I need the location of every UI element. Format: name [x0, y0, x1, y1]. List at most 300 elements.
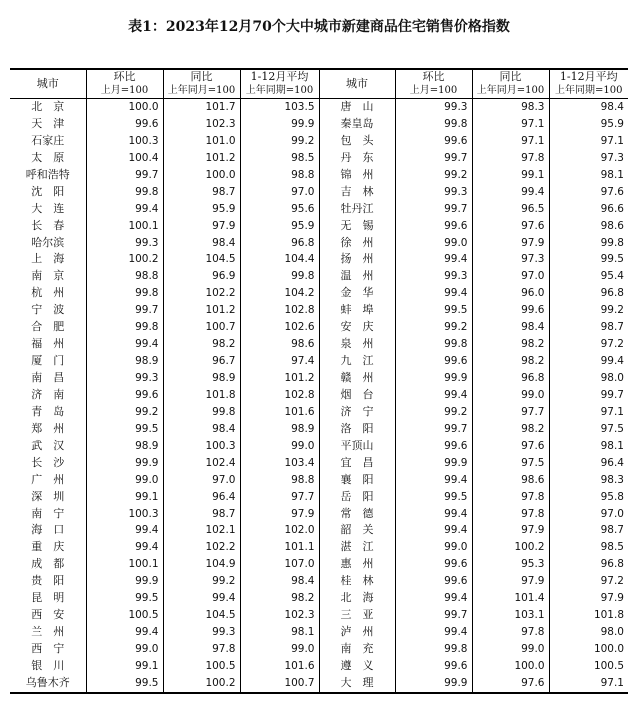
header-avg-base-left: 上年同期=100 [240, 84, 319, 99]
mom-value-left: 99.4 [86, 201, 163, 218]
mom-value-left: 100.4 [86, 150, 163, 167]
city-name-left: 南 宁 [31, 506, 65, 520]
city-name-right: 常 德 [319, 506, 395, 523]
yoy-value-left: 99.8 [163, 404, 240, 421]
yoy-value-right: 96.5 [472, 201, 549, 218]
mom-value-left: 98.9 [86, 353, 163, 370]
city-name-left: 深 圳 [31, 489, 65, 503]
avg-value-left: 99.0 [240, 438, 319, 455]
city-name-right: 吉 林 [319, 184, 395, 201]
yoy-value-left: 98.4 [163, 235, 240, 252]
table-row [10, 268, 628, 285]
city-name-right: 南 充 [319, 641, 395, 658]
avg-value-left: 107.0 [240, 556, 319, 573]
city-name-left: 青 岛 [31, 404, 65, 418]
mom-value-right: 99.3 [395, 268, 472, 285]
avg-value-left: 98.9 [240, 421, 319, 438]
avg-value-left: 99.9 [240, 116, 319, 133]
page-title: 表1：2023年12月70个大中城市新建商品住宅销售价格指数 [128, 19, 510, 35]
avg-value-right: 97.3 [549, 150, 628, 167]
city-name-left: 兰 州 [31, 625, 65, 639]
yoy-value-left: 104.9 [163, 556, 240, 573]
city-name-right: 金 华 [319, 285, 395, 302]
header-mom-right: 环比 [395, 69, 472, 84]
city-name-right: 襄 阳 [319, 472, 395, 489]
avg-value-left: 95.6 [240, 201, 319, 218]
mom-value-left: 99.9 [86, 573, 163, 590]
table-header [10, 69, 628, 99]
yoy-value-right: 97.8 [472, 489, 549, 506]
city-name-left: 武 汉 [31, 438, 65, 452]
table-row [10, 573, 628, 590]
yoy-value-right: 99.1 [472, 167, 549, 184]
yoy-value-right: 98.6 [472, 472, 549, 489]
mom-value-left: 99.2 [86, 404, 163, 421]
avg-value-right: 96.8 [549, 556, 628, 573]
avg-value-left: 102.0 [240, 522, 319, 539]
mom-value-right: 99.7 [395, 607, 472, 624]
table-row [10, 319, 628, 336]
yoy-value-left: 98.7 [163, 184, 240, 201]
header-mom-base-right: 上月=100 [395, 84, 472, 99]
yoy-value-right: 96.0 [472, 285, 549, 302]
table-row [10, 522, 628, 539]
mom-value-right: 99.4 [395, 624, 472, 641]
city-name-left: 沈 阳 [31, 184, 65, 198]
city-name-right: 韶 关 [319, 522, 395, 539]
yoy-value-left: 96.7 [163, 353, 240, 370]
mom-value-left: 99.6 [86, 387, 163, 404]
city-name-right: 北 海 [319, 590, 395, 607]
mom-value-right: 99.6 [395, 573, 472, 590]
yoy-value-right: 97.8 [472, 624, 549, 641]
yoy-value-left: 96.9 [163, 268, 240, 285]
mom-value-right: 99.9 [395, 370, 472, 387]
yoy-value-left: 102.3 [163, 116, 240, 133]
city-name-left: 长 沙 [31, 455, 65, 469]
table-row [10, 184, 628, 201]
mom-value-right: 99.0 [395, 235, 472, 252]
table-row [10, 336, 628, 353]
yoy-value-left: 100.5 [163, 658, 240, 675]
yoy-value-left: 95.9 [163, 201, 240, 218]
mom-value-left: 99.8 [86, 184, 163, 201]
city-name-left: 福 州 [31, 337, 65, 351]
mom-value-right: 99.4 [395, 285, 472, 302]
yoy-value-left: 101.7 [163, 99, 240, 116]
city-name-right: 安 庆 [319, 319, 395, 336]
avg-value-right: 98.0 [549, 624, 628, 641]
avg-value-right: 97.2 [549, 336, 628, 353]
table-body [10, 99, 628, 693]
mom-value-right: 99.7 [395, 421, 472, 438]
avg-value-right: 95.8 [549, 489, 628, 506]
mom-value-left: 100.1 [86, 218, 163, 235]
yoy-value-right: 98.4 [472, 319, 549, 336]
table-row [10, 641, 628, 658]
mom-value-left: 99.6 [86, 116, 163, 133]
table-row [10, 387, 628, 404]
city-name-left: 天 津 [31, 116, 65, 130]
avg-value-left: 98.8 [240, 167, 319, 184]
yoy-value-right: 99.0 [472, 387, 549, 404]
header-city-left: 城市 [10, 69, 86, 99]
avg-value-left: 98.5 [240, 150, 319, 167]
table-row [10, 167, 628, 184]
city-name-right: 洛 阳 [319, 421, 395, 438]
city-name-left: 郑 州 [31, 421, 65, 435]
mom-value-right: 99.3 [395, 184, 472, 201]
avg-value-right: 95.9 [549, 116, 628, 133]
city-name-left: 昆 明 [31, 591, 65, 605]
avg-value-right: 97.5 [549, 421, 628, 438]
avg-value-left: 97.7 [240, 489, 319, 506]
mom-value-left: 99.5 [86, 675, 163, 693]
avg-value-left: 97.0 [240, 184, 319, 201]
avg-value-right: 96.4 [549, 455, 628, 472]
avg-value-right: 101.8 [549, 607, 628, 624]
avg-value-left: 98.4 [240, 573, 319, 590]
avg-value-left: 99.2 [240, 133, 319, 150]
avg-value-right: 99.5 [549, 251, 628, 268]
mom-value-right: 99.4 [395, 522, 472, 539]
mom-value-left: 100.2 [86, 251, 163, 268]
city-name-left: 石家庄 [31, 133, 65, 147]
avg-value-right: 97.1 [549, 404, 628, 421]
table-row [10, 675, 628, 693]
avg-value-right: 98.5 [549, 539, 628, 556]
city-name-right: 扬 州 [319, 251, 395, 268]
city-name-left: 重 庆 [31, 540, 65, 554]
yoy-value-right: 97.3 [472, 251, 549, 268]
city-name-right: 湛 江 [319, 539, 395, 556]
city-name-right: 泉 州 [319, 336, 395, 353]
table-row [10, 116, 628, 133]
yoy-value-right: 97.8 [472, 506, 549, 523]
city-name-right: 温 州 [319, 268, 395, 285]
yoy-value-right: 97.0 [472, 268, 549, 285]
mom-value-right: 99.6 [395, 556, 472, 573]
avg-value-right: 99.4 [549, 353, 628, 370]
yoy-value-right: 97.9 [472, 522, 549, 539]
mom-value-right: 99.7 [395, 150, 472, 167]
avg-value-left: 98.6 [240, 336, 319, 353]
header-mom-base-left: 上月=100 [86, 84, 163, 99]
yoy-value-right: 97.7 [472, 404, 549, 421]
header-mom-left: 环比 [86, 69, 163, 84]
city-name-right: 宜 昌 [319, 455, 395, 472]
avg-value-right: 98.4 [549, 99, 628, 116]
city-name-left: 合 肥 [31, 320, 65, 334]
mom-value-left: 99.9 [86, 455, 163, 472]
mom-value-right: 99.8 [395, 641, 472, 658]
table-row [10, 438, 628, 455]
city-name-right: 丹 东 [319, 150, 395, 167]
avg-value-left: 98.2 [240, 590, 319, 607]
yoy-value-left: 99.4 [163, 590, 240, 607]
city-name-left: 太 原 [31, 150, 65, 164]
yoy-value-left: 98.9 [163, 370, 240, 387]
yoy-value-right: 98.3 [472, 99, 549, 116]
city-name-left: 西 安 [31, 608, 65, 622]
table-row [10, 302, 628, 319]
city-name-left: 南 京 [31, 269, 65, 283]
city-name-left: 西 宁 [31, 642, 65, 655]
mom-value-left: 99.1 [86, 658, 163, 675]
avg-value-right: 97.0 [549, 506, 628, 523]
city-name-left: 济 南 [31, 387, 65, 401]
table-row [10, 235, 628, 252]
avg-value-left: 98.1 [240, 624, 319, 641]
table-row [10, 404, 628, 421]
mom-value-right: 99.2 [395, 404, 472, 421]
yoy-value-right: 97.6 [472, 675, 549, 693]
avg-value-right: 98.6 [549, 218, 628, 235]
mom-value-right: 99.4 [395, 506, 472, 523]
mom-value-right: 99.4 [395, 387, 472, 404]
table-row [10, 455, 628, 472]
city-name-right: 锦 州 [319, 167, 395, 184]
city-name-left: 大 连 [31, 201, 65, 215]
avg-value-left: 95.9 [240, 218, 319, 235]
city-name-right: 牡丹江 [319, 201, 395, 218]
mom-value-left: 99.4 [86, 336, 163, 353]
city-name-left: 成 都 [31, 557, 65, 571]
table-row [10, 370, 628, 387]
table-row [10, 201, 628, 218]
yoy-value-right: 97.6 [472, 218, 549, 235]
mom-value-right: 99.2 [395, 319, 472, 336]
city-name-right: 大 理 [319, 675, 395, 693]
table-row [10, 607, 628, 624]
city-name-right: 桂 林 [319, 573, 395, 590]
avg-value-left: 98.8 [240, 472, 319, 489]
header-avg-left: 1-12月平均 [240, 69, 319, 84]
yoy-value-left: 96.4 [163, 489, 240, 506]
table-row [10, 150, 628, 167]
avg-value-left: 102.3 [240, 607, 319, 624]
mom-value-left: 99.1 [86, 489, 163, 506]
yoy-value-left: 101.2 [163, 302, 240, 319]
yoy-value-right: 97.9 [472, 573, 549, 590]
avg-value-left: 100.7 [240, 675, 319, 693]
mom-value-left: 100.0 [86, 99, 163, 116]
mom-value-left: 99.8 [86, 285, 163, 302]
mom-value-right: 99.2 [395, 167, 472, 184]
city-name-left: 贵 阳 [31, 574, 65, 588]
avg-value-right: 97.2 [549, 573, 628, 590]
yoy-value-left: 97.0 [163, 472, 240, 489]
table-row [10, 624, 628, 641]
mom-value-right: 99.6 [395, 133, 472, 150]
city-name-left: 上 海 [31, 252, 65, 266]
yoy-value-left: 99.3 [163, 624, 240, 641]
table-row [10, 285, 628, 302]
city-name-left: 银 川 [31, 658, 65, 672]
avg-value-left: 97.4 [240, 353, 319, 370]
yoy-value-right: 95.3 [472, 556, 549, 573]
city-name-left: 北 京 [31, 100, 65, 113]
avg-value-right: 97.6 [549, 184, 628, 201]
yoy-value-left: 102.1 [163, 522, 240, 539]
city-name-left: 乌鲁木齐 [10, 675, 86, 693]
yoy-value-right: 100.0 [472, 658, 549, 675]
yoy-value-left: 100.7 [163, 319, 240, 336]
yoy-value-left: 99.2 [163, 573, 240, 590]
mom-value-right: 99.0 [395, 539, 472, 556]
yoy-value-left: 104.5 [163, 251, 240, 268]
avg-value-left: 102.8 [240, 302, 319, 319]
mom-value-left: 100.3 [86, 133, 163, 150]
yoy-value-right: 97.1 [472, 133, 549, 150]
mom-value-left: 99.4 [86, 624, 163, 641]
city-name-right: 秦皇岛 [319, 116, 395, 133]
avg-value-left: 96.8 [240, 235, 319, 252]
avg-value-right: 99.2 [549, 302, 628, 319]
table-row [10, 590, 628, 607]
city-name-left: 宁 波 [31, 303, 65, 317]
mom-value-left: 99.7 [86, 167, 163, 184]
city-name-right: 平顶山 [319, 438, 395, 455]
avg-value-right: 97.1 [549, 675, 628, 693]
avg-value-left: 101.6 [240, 404, 319, 421]
avg-value-right: 98.1 [549, 167, 628, 184]
yoy-value-left: 101.8 [163, 387, 240, 404]
mom-value-left: 99.4 [86, 539, 163, 556]
mom-value-right: 99.4 [395, 251, 472, 268]
mom-value-left: 99.4 [86, 522, 163, 539]
mom-value-left: 99.0 [86, 472, 163, 489]
city-name-right: 徐 州 [319, 235, 395, 252]
yoy-value-right: 97.1 [472, 116, 549, 133]
city-name-left: 海 口 [31, 523, 65, 537]
avg-value-left: 103.4 [240, 455, 319, 472]
city-name-right: 遵 义 [319, 658, 395, 675]
city-name-right: 赣 州 [319, 370, 395, 387]
avg-value-left: 104.4 [240, 251, 319, 268]
avg-value-right: 98.3 [549, 472, 628, 489]
city-name-right: 烟 台 [319, 387, 395, 404]
avg-value-right: 96.8 [549, 285, 628, 302]
city-name-right: 惠 州 [319, 556, 395, 573]
avg-value-left: 101.1 [240, 539, 319, 556]
mom-value-right: 99.7 [395, 201, 472, 218]
yoy-value-right: 98.2 [472, 421, 549, 438]
city-name-left: 广 州 [31, 472, 65, 486]
mom-value-left: 99.5 [86, 590, 163, 607]
mom-value-left: 99.3 [86, 235, 163, 252]
mom-value-left: 99.7 [86, 302, 163, 319]
table-row [10, 218, 628, 235]
table-row [10, 472, 628, 489]
city-name-right: 无 锡 [319, 218, 395, 235]
yoy-value-right: 97.6 [472, 438, 549, 455]
avg-value-right: 96.6 [549, 201, 628, 218]
table-row [10, 556, 628, 573]
table-row [10, 658, 628, 675]
avg-value-right: 98.1 [549, 438, 628, 455]
yoy-value-left: 101.0 [163, 133, 240, 150]
table-row [10, 251, 628, 268]
city-name-right: 九 江 [319, 353, 395, 370]
avg-value-left: 99.0 [240, 641, 319, 658]
mom-value-right: 99.4 [395, 472, 472, 489]
yoy-value-right: 97.8 [472, 150, 549, 167]
avg-value-right: 97.1 [549, 133, 628, 150]
mom-value-left: 100.5 [86, 607, 163, 624]
table-row [10, 421, 628, 438]
city-name-left: 呼和浩特 [25, 167, 70, 181]
mom-value-right: 99.6 [395, 658, 472, 675]
city-name-right: 济 宁 [319, 404, 395, 421]
yoy-value-left: 102.2 [163, 539, 240, 556]
avg-value-left: 102.6 [240, 319, 319, 336]
header-city-right: 城市 [319, 69, 395, 99]
mom-value-right: 99.8 [395, 336, 472, 353]
mom-value-right: 99.3 [395, 99, 472, 116]
yoy-value-left: 98.7 [163, 506, 240, 523]
city-name-left: 南 昌 [31, 371, 65, 384]
yoy-value-right: 98.2 [472, 353, 549, 370]
yoy-value-right: 97.5 [472, 455, 549, 472]
table-row [10, 539, 628, 556]
yoy-value-left: 104.5 [163, 607, 240, 624]
city-name-left: 厦 门 [31, 354, 65, 368]
mom-value-right: 99.6 [395, 438, 472, 455]
mom-value-right: 99.4 [395, 590, 472, 607]
mom-value-left: 100.1 [86, 556, 163, 573]
avg-value-right: 100.5 [549, 658, 628, 675]
city-name-right: 岳 阳 [319, 489, 395, 506]
avg-value-right: 100.0 [549, 641, 628, 658]
yoy-value-left: 98.2 [163, 336, 240, 353]
avg-value-right: 98.0 [549, 370, 628, 387]
header-yoy-base-left: 上年同月=100 [163, 84, 240, 99]
table-row [10, 99, 628, 116]
mom-value-left: 99.5 [86, 421, 163, 438]
mom-value-left: 98.9 [86, 438, 163, 455]
mom-value-right: 99.5 [395, 302, 472, 319]
mom-value-left: 98.8 [86, 268, 163, 285]
yoy-value-right: 99.4 [472, 184, 549, 201]
avg-value-left: 101.6 [240, 658, 319, 675]
header-avg-base-right: 上年同期=100 [549, 84, 628, 99]
mom-value-right: 99.8 [395, 116, 472, 133]
city-name-right: 包 头 [319, 133, 395, 150]
mom-value-right: 99.5 [395, 489, 472, 506]
city-name-left: 哈尔滨 [31, 235, 65, 249]
city-name-left: 长 春 [31, 218, 65, 232]
avg-value-left: 103.5 [240, 99, 319, 116]
price-index-table [10, 68, 628, 694]
city-name-right: 泸 州 [319, 624, 395, 641]
city-name-right: 唐 山 [319, 99, 395, 116]
table-row [10, 353, 628, 370]
city-name-right: 蚌 埠 [319, 302, 395, 319]
yoy-value-left: 100.2 [163, 675, 240, 693]
yoy-value-right: 98.2 [472, 336, 549, 353]
avg-value-left: 97.9 [240, 506, 319, 523]
yoy-value-left: 101.2 [163, 150, 240, 167]
yoy-value-right: 99.6 [472, 302, 549, 319]
avg-value-left: 101.2 [240, 370, 319, 387]
yoy-value-right: 100.2 [472, 539, 549, 556]
yoy-value-right: 101.4 [472, 590, 549, 607]
avg-value-right: 95.4 [549, 268, 628, 285]
avg-value-right: 99.8 [549, 235, 628, 252]
header-avg-right: 1-12月平均 [549, 69, 628, 84]
header-yoy-right: 同比 [472, 69, 549, 84]
